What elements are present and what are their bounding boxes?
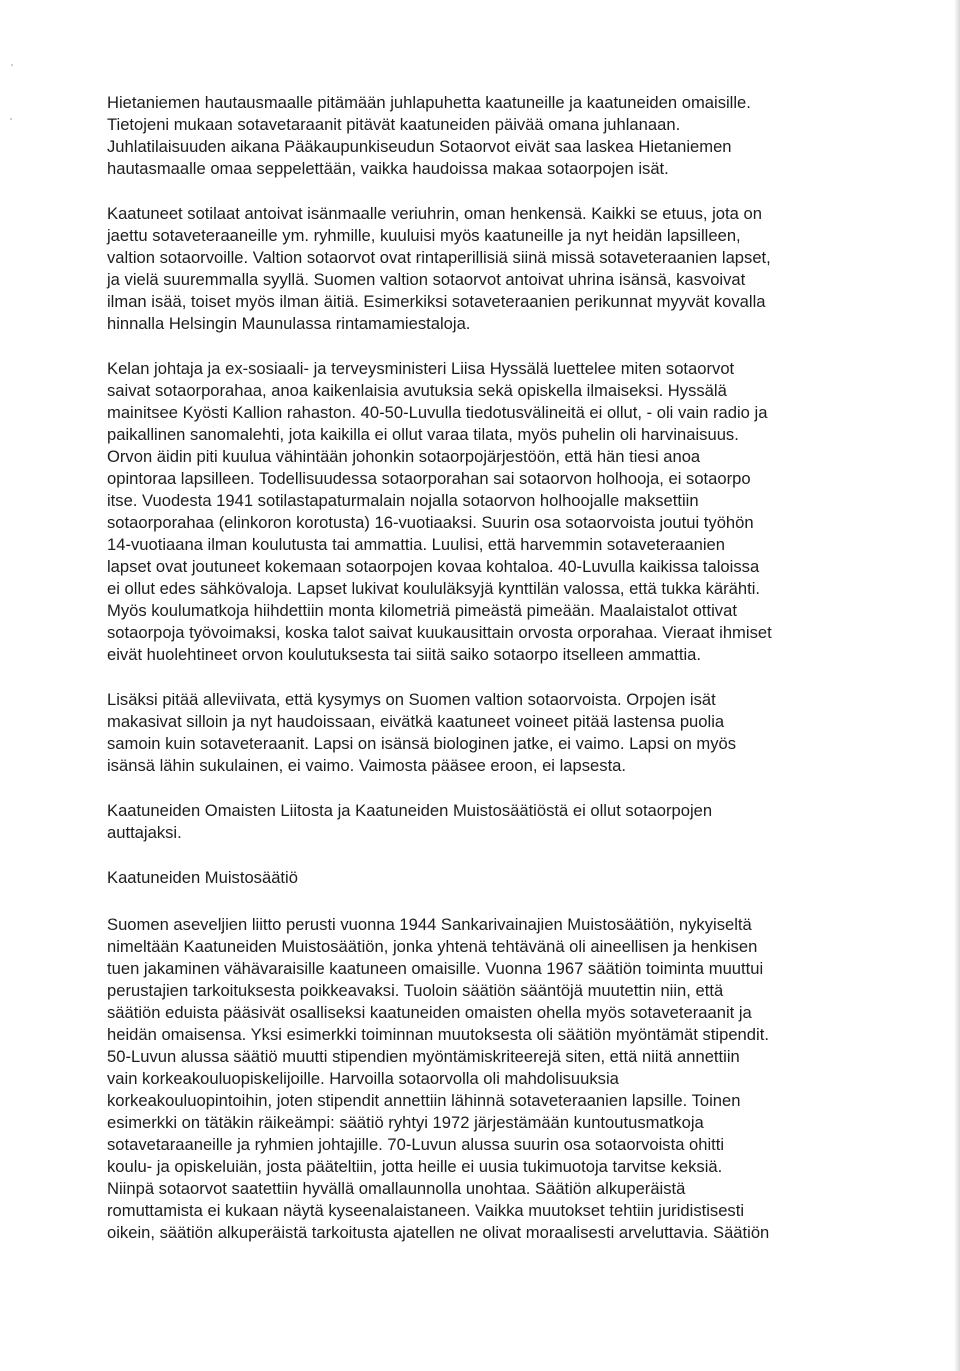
paragraph-4 — [107, 689, 897, 777]
text-line: oikein, säätiön alkuperäistä tarkoitusta ajatellen ne olivat moraalisesti arveluttavia. Säätiön — [107, 1223, 770, 1242]
text-line: esimerkki on tätäkin räikeämpi: säätiö ryhtyi 1972 järjestämään kuntoutusmatkoja — [107, 1113, 704, 1132]
paragraph-3 — [107, 358, 897, 666]
text-line: korkeakouluopintoihin, joten stipendit annettiin lähinnä sotaveteraanien lapsille. Toinen — [107, 1091, 741, 1110]
text-line: Kaatuneet sotilaat antoivat isänmaalle veriuhrin, oman henkensä. Kaikki se etuus, jota on — [107, 204, 762, 223]
text-line: paikallinen sanomalehti, jota kaikilla ei ollut varaa tilata, myös puhelin oli harvinaisuus. — [107, 425, 739, 444]
text-line: 14-vuotiaana ilman koulutusta tai ammattia. Luulisi, että harvemmin sotaveteraanien — [107, 535, 725, 554]
text-line: sotaorpoja työvoimaksi, koska talot saivat kuukausittain orvosta orporahaa. Vieraat ihmiset — [107, 623, 772, 642]
text-line: makasivat silloin ja nyt haudoissaan, eivätkä kaatuneet voineet pitää lastensa puolia — [107, 712, 725, 731]
paragraph-2 — [107, 203, 897, 335]
text-line: romuttamista ei kukaan näytä kyseenalaistaneen. Vaikka muutokset tehtiin juridistisesti — [107, 1201, 745, 1220]
text-line: tuen jakaminen vähävaraisille kaatuneen omaisille. Vuonna 1967 säätiön toiminta muuttui — [107, 959, 764, 978]
text-line: saivat sotaorporahaa, anoa kaikenlaisia avutuksia sekä opiskella ilmaiseksi. Hyssälä — [107, 381, 727, 400]
text-line: sotaorporahaa (elinkoron korotusta) 16-vuotiaaksi. Suurin osa sotaorvoista joutui työhön — [107, 513, 754, 532]
paragraph-final — [107, 914, 897, 1244]
text-line: säätiön eduista pääsivät osalliseksi kaatuneiden omaisten ohella myös sotaveteraanit ja — [107, 1003, 752, 1022]
text-line: itse. Vuodesta 1941 sotilastapaturmalain nojalla sotaorvon holhoojalle maksettiin — [107, 491, 699, 510]
text-line: opintoraa lapsilleen. Todellisuudessa sotaorporahan sai sotaorvon holhooja, ei sotaorpo — [107, 469, 751, 488]
text-line: nimeltään Kaatuneiden Muistosäätiön, jonka yhtenä tehtävänä oli aineellisen ja henkisen — [107, 937, 758, 956]
text-line: Orvon äidin piti kuulua vähintään johonkin sotaorpojärjestöön, että hän tiesi anoa — [107, 447, 701, 466]
text-line: Niinpä sotaorvot saatettiin hyvällä omallaunnolla unohtaa. Säätiön alkuperäistä — [107, 1179, 686, 1198]
text-line: auttajaksi. — [107, 823, 182, 842]
paragraph-1 — [107, 92, 897, 180]
text-line: lapset ovat joutuneet kokemaan sotaorpojen kovaa kohtaloa. 40-Luvulla kaikissa taloissa — [107, 557, 760, 576]
text-line: perustajien tarkoituksesta poikkeavaksi. Tuoloin säätiön sääntöjä muutettin niin, että — [107, 981, 724, 1000]
text-line: Suomen aseveljien liitto perusti vuonna 1944 Sankarivainajien Muistosäätiön, nykyiseltä — [107, 915, 752, 934]
text-line: Hietaniemen hautausmaalle pitämään juhlapuhetta kaatuneille ja kaatuneiden omaisille. — [107, 93, 751, 112]
scan-speck — [11, 64, 13, 66]
text-line: mainitsee Kyösti Kallion rahaston. 40-50-Luvulla tiedotusvälineitä ei ollut, - oli vain radio ja — [107, 403, 768, 422]
text-line: Kelan johtaja ja ex-sosiaali- ja terveysministeri Liisa Hyssälä luettelee miten sotaorvot — [107, 359, 735, 378]
text-line: valtion sotaorvoille. Valtion sotaorvot ovat rintaperillisiä siinä missä sotaveteraanien lapset, — [107, 248, 771, 267]
text-line: jaettu sotaveteraaneille ym. ryhmille, kuuluisi myös kaatuneille ja nyt heidän lapsilleen, — [107, 226, 741, 245]
paragraph-5 — [107, 800, 897, 844]
text-line: samoin kuin sotaveteraanit. Lapsi on isänsä biologinen jatke, ei vaimo. Lapsi on myös — [107, 734, 737, 753]
text-line: Lisäksi pitää alleviivata, että kysymys on Suomen valtion sotaorvoista. Orpojen isät — [107, 690, 716, 709]
section-heading: Kaatuneiden Muistosäätiö — [107, 868, 298, 887]
text-line: Tietojeni mukaan sotavetaraanit pitävät kaatuneiden päivää omana juhlanaan. — [107, 115, 681, 134]
text-line: ei ollut edes sähkövaloja. Lapset lukivat koululäksyjä kynttilän valossa, että tukka kärähti. — [107, 579, 761, 598]
text-line: vain korkeakouluopiskelijoille. Harvoilla sotaorvolla oli mahdolisuuksia — [107, 1069, 619, 1088]
text-line: ilman isää, toiset myös ilman äitiä. Esimerkiksi sotaveteraanien perikunnat myyvät kovalla — [107, 292, 766, 311]
text-line: Kaatuneiden Omaisten Liitosta ja Kaatuneiden Muistosäätiöstä ei ollut sotaorpojen — [107, 801, 713, 820]
document-body — [107, 92, 897, 1267]
text-line: hautasmaalle omaa seppelettään, vaikka haudoissa makaa sotaorpojen isät. — [107, 159, 669, 178]
text-line: 50-Luvun alussa säätiö muutti stipendien myöntämiskriteerejä siten, että niitä annettiin — [107, 1047, 740, 1066]
text-line: isänsä lähin sukulainen, ei vaimo. Vaimosta pääsee eroon, ei lapsesta. — [107, 756, 627, 775]
text-line: ja vielä suuremmalla syyllä. Suomen valtion sotaorvot antoivat uhrina isänsä, kasvoivat — [107, 270, 746, 289]
scan-speck — [10, 118, 12, 120]
text-line: Juhlatilaisuuden aikana Pääkaupunkiseudun Sotaorvot eivät saa laskea Hietaniemen — [107, 137, 732, 156]
text-line: Myös koulumatkoja hiihdettiin monta kilometriä pimeästä pimeään. Maalaistalot ottivat — [107, 601, 737, 620]
text-line: koulu- ja opiskeluiän, josta pääteltiin, jotta heille ei uusia tukimuotoja tarvitse keksiä. — [107, 1157, 723, 1176]
text-line: eivät huolehtineet orvon koulutuksesta tai siitä saiko sotaorpo itselleen ammattia. — [107, 645, 702, 664]
scan-edge-shadow — [954, 0, 960, 1371]
text-line: sotavetaraaneille ja ryhmien johtajille. 70-Luvun alussa suurin osa sotaorvoista ohitti — [107, 1135, 725, 1154]
text-line: heidän omaisensa. Yksi esimerkki toiminnan muutoksesta oli säätiön myöntämät stipendit. — [107, 1025, 769, 1044]
text-line: hinnalla Helsingin Maunulassa rintamamiestaloja. — [107, 314, 471, 333]
